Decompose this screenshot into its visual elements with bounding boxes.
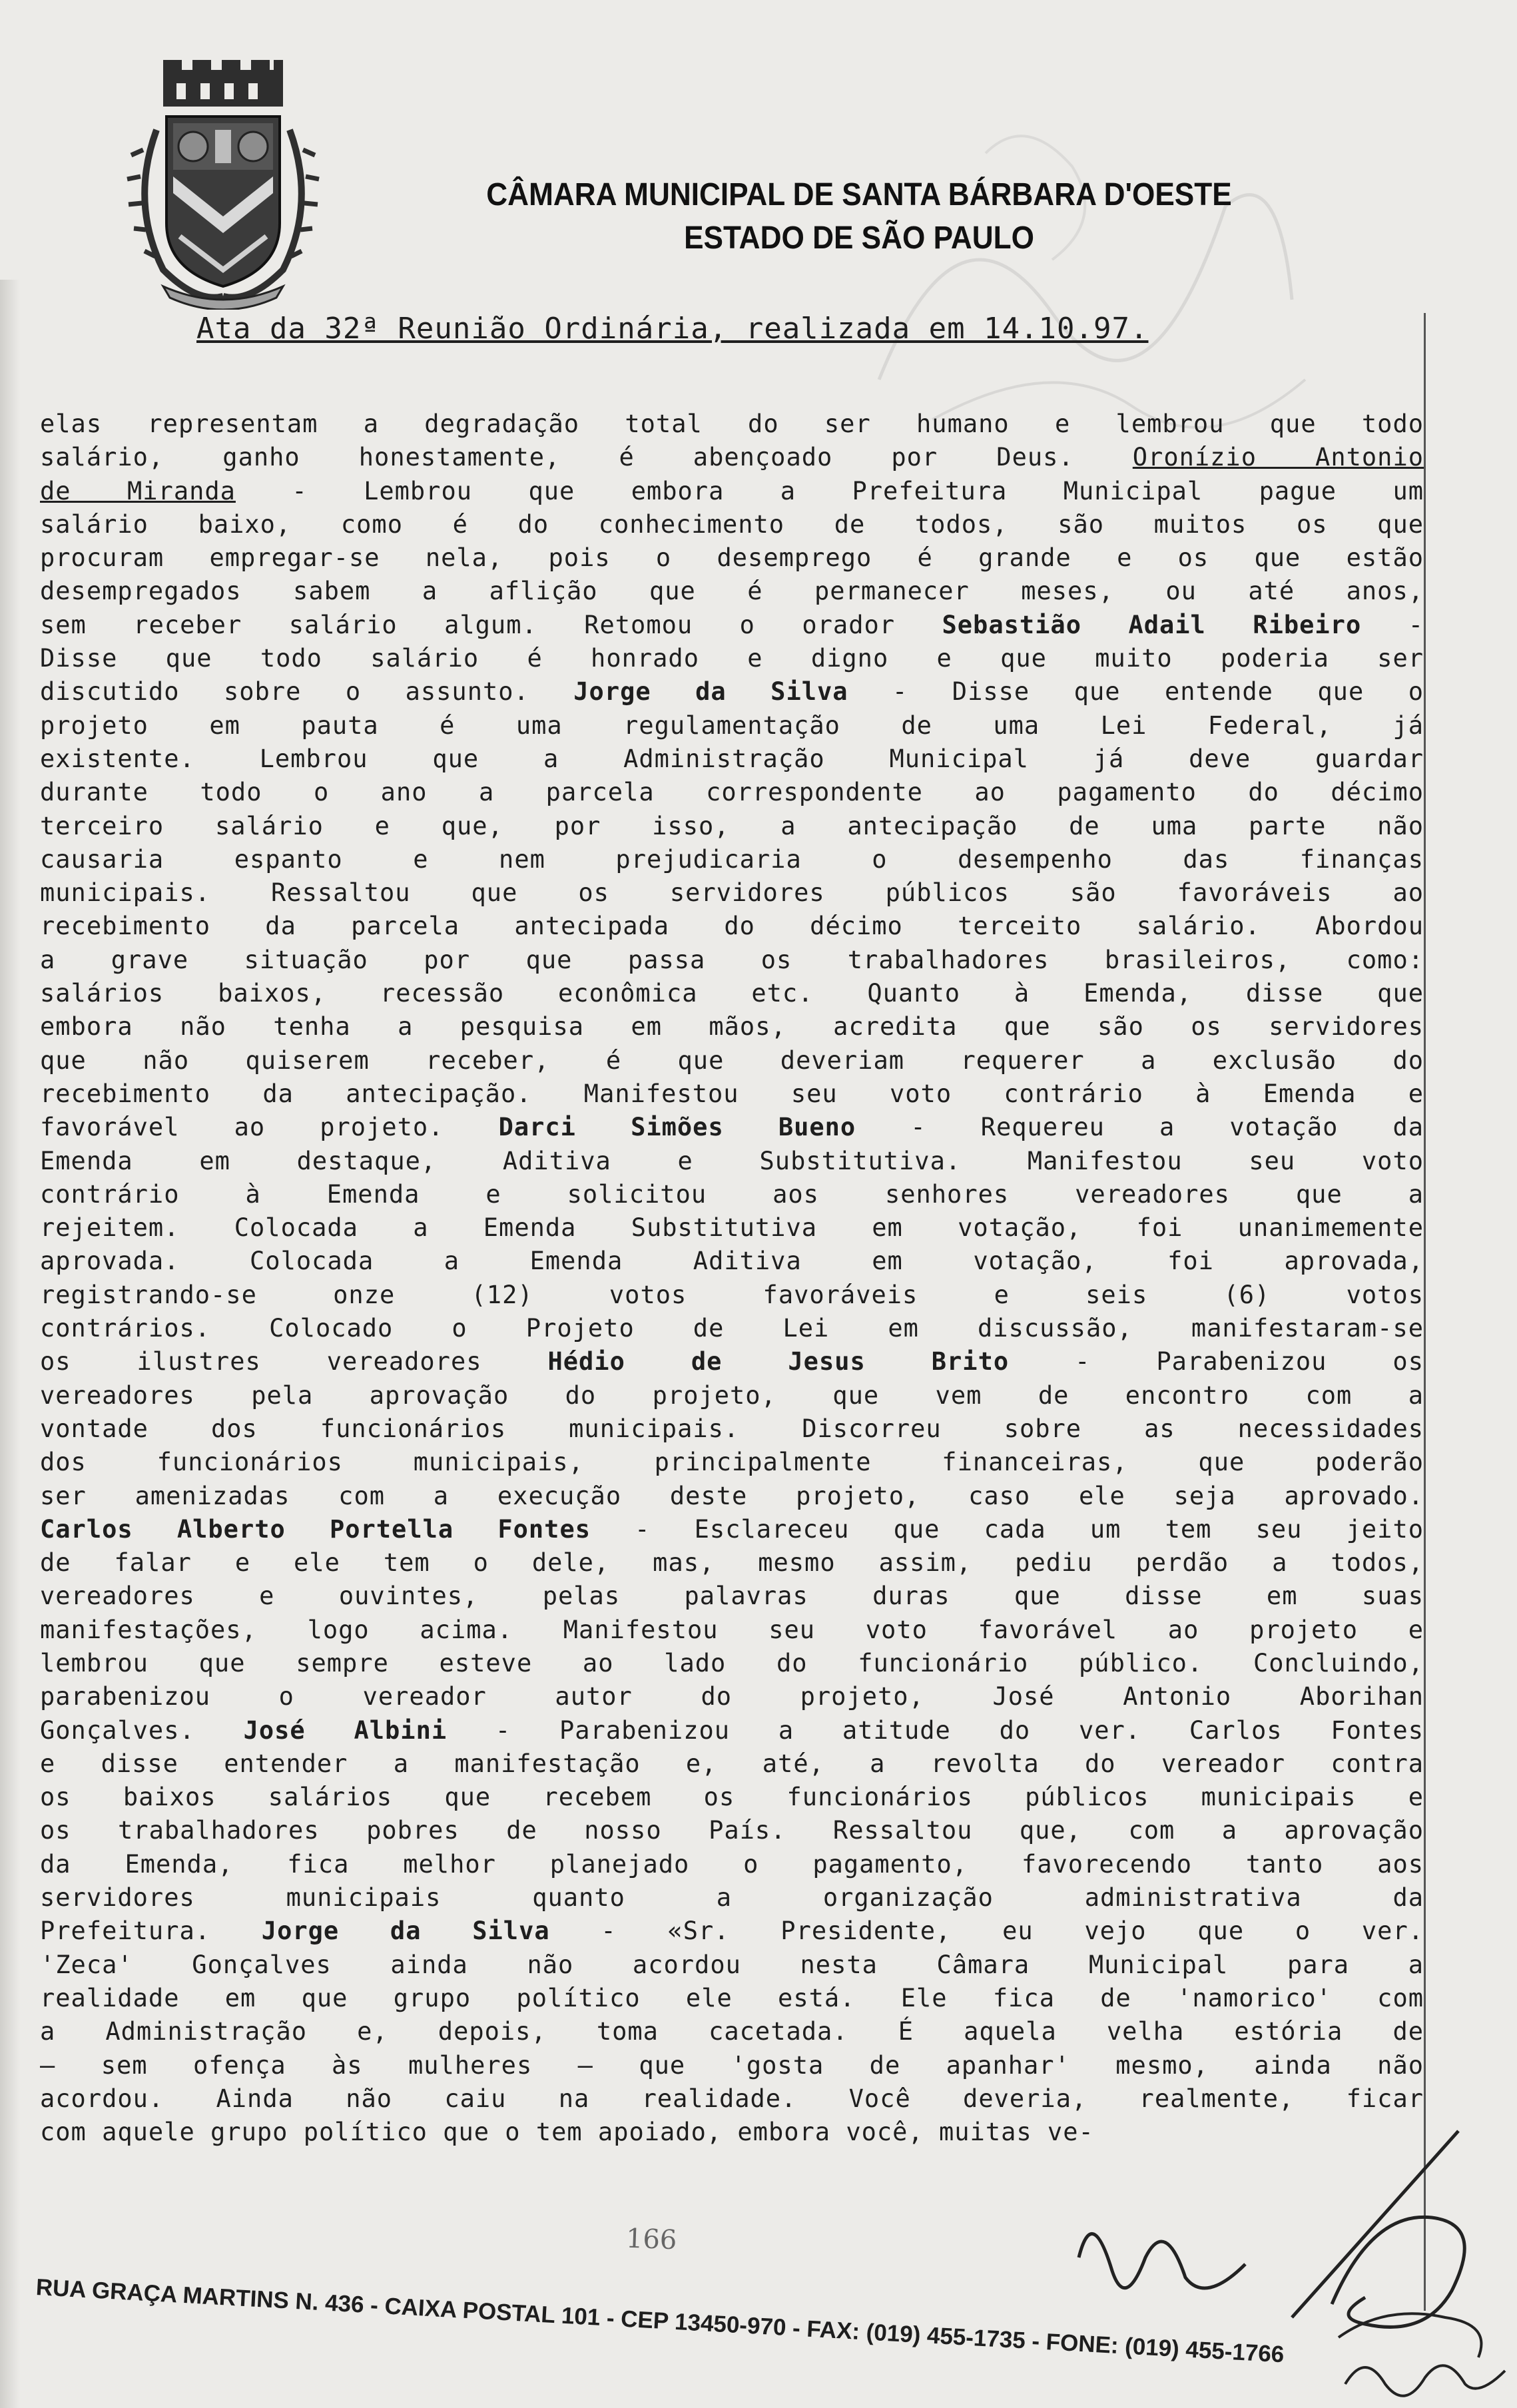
body-line: ser amenizadas com a execução deste projeto, caso ele seja aprovado. xyxy=(40,1481,1424,1510)
body-line: acordou. Ainda não caiu na realidade. Você deveria, realmente, ficar xyxy=(40,2084,1424,2113)
address-footer: RUA GRAÇA MARTINS N. 436 - CAIXA POSTAL 101 - CEP 13450-970 - FAX: (019) 455-1735 - FONE: (019) 455-1766 xyxy=(35,2274,1285,2368)
body-line: parabenizou o vereador autor do projeto, José Antonio Aborihan xyxy=(40,1682,1424,1711)
body-line: salários baixos, recessão econômica etc. Quanto à Emenda, disse que xyxy=(40,979,1424,1008)
body-line: contrário à Emenda e solicitou aos senhores vereadores que a xyxy=(40,1179,1424,1209)
body-line: manifestações, logo acima. Manifestou seu voto favorável ao projeto e xyxy=(40,1615,1424,1644)
body-line: sem receber salário algum. Retomou o orador Sebastião Adail Ribeiro - xyxy=(40,610,1424,639)
body-line: registrando-se onze (12) votos favoráveis e seis (6) votos xyxy=(40,1280,1424,1309)
body-line: elas representam a degradação total do ser humano e lembrou que todo xyxy=(40,410,1424,438)
body-line: a grave situação por que passa os trabalhadores brasileiros, como: xyxy=(40,945,1424,974)
body-line: de falar e ele tem o dele, mas, mesmo assim, pediu perdão a todos, xyxy=(40,1548,1424,1578)
body-line: discutido sobre o assunto. Jorge da Silva - Disse que entende que o xyxy=(40,677,1424,707)
state-name: ESTADO DE SÃO PAULO xyxy=(684,220,1034,256)
body-line: que não quiserem receber, é que deveriam requerer a exclusão do xyxy=(40,1046,1424,1075)
minutes-body xyxy=(40,408,1424,2149)
body-line: lembrou que sempre esteve ao lado do funcionário público. Concluindo, xyxy=(40,1648,1424,1677)
body-line: vereadores e ouvintes, pelas palavras duras que disse em suas xyxy=(40,1582,1424,1611)
coat-of-arms-icon xyxy=(117,57,330,310)
body-line: os baixos salários que recebem os funcionários públicos municipais e xyxy=(40,1783,1424,1812)
body-line: desempregados sabem a aflição que é permanecer meses, ou até anos, xyxy=(40,577,1424,606)
body-line: dos funcionários municipais, principalmente financeiras, que poderão xyxy=(40,1448,1424,1477)
body-line: Emenda em destaque, Aditiva e Substitutiva. Manifestou seu voto xyxy=(40,1146,1424,1175)
minutes-title: Ata da 32ª Reunião Ordinária, realizada em 14.10.97. xyxy=(196,312,1149,346)
body-line: recebimento da antecipação. Manifestou seu voto contrário à Emenda e xyxy=(40,1079,1424,1108)
body-line: Carlos Alberto Portella Fontes - Esclareceu que cada um tem seu jeito xyxy=(40,1514,1424,1544)
body-line: — sem ofença às mulheres — que 'gosta de apanhar' mesmo, ainda não xyxy=(40,2050,1424,2080)
body-line: rejeitem. Colocada a Emenda Substitutiva em votação, foi unanimemente xyxy=(40,1213,1424,1243)
body-line: embora não tenha a pesquisa em mãos, acredita que são os servidores xyxy=(40,1012,1424,1042)
body-line: os ilustres vereadores Hédio de Jesus Brito - Parabenizou os xyxy=(40,1347,1424,1376)
right-margin-rule xyxy=(1424,313,1426,2311)
body-line: vontade dos funcionários municipais. Discorreu sobre as necessidades xyxy=(40,1414,1424,1443)
body-line: e disse entender a manifestação e, até, a revolta do vereador contra xyxy=(40,1749,1424,1778)
body-line: salário baixo, como é do conhecimento de todos, são muitos os que xyxy=(40,509,1424,539)
body-line: da Emenda, fica melhor planejado o pagamento, favorecendo tanto aos xyxy=(40,1849,1424,1879)
body-line: projeto em pauta é uma regulamentação de uma Lei Federal, já xyxy=(40,711,1424,740)
body-line: contrários. Colocado o Projeto de Lei em discussão, manifestaram-se xyxy=(40,1314,1424,1343)
body-line: salário, ganho honestamente, é abençoado por Deus. Oronízio Antonio xyxy=(40,443,1424,472)
institution-name: CÂMARA MUNICIPAL DE SANTA BÁRBARA D'OESTE xyxy=(486,177,1232,212)
handwritten-page-number: 166 xyxy=(625,2223,678,2256)
reverse-side-bleed xyxy=(852,100,1319,446)
body-line: durante todo o ano a parcela correspondente ao pagamento do décimo xyxy=(40,778,1424,807)
body-line: causaria espanto e nem prejudicaria o desempenho das finanças xyxy=(40,844,1424,874)
body-line: de Miranda - Lembrou que embora a Prefeitura Municipal pague um xyxy=(40,476,1424,505)
body-line: procuram empregar-se nela, pois o desemprego é grande e os que estão xyxy=(40,543,1424,573)
body-line: Gonçalves. José Albini - Parabenizou a atitude do ver. Carlos Fontes xyxy=(40,1715,1424,1745)
body-line: municipais. Ressaltou que os servidores públicos são favoráveis ao xyxy=(40,878,1424,908)
body-line: Disse que todo salário é honrado e digno e que muito poderia ser xyxy=(40,644,1424,673)
body-line: recebimento da parcela antecipada do décimo terceito salário. Abordou xyxy=(40,912,1424,941)
body-line: aprovada. Colocada a Emenda Aditiva em votação, foi aprovada, xyxy=(40,1247,1424,1276)
body-line: realidade em que grupo político ele está. Ele fica de 'namorico' com xyxy=(40,1983,1424,2012)
body-line: 'Zeca' Gonçalves ainda não acordou nesta Câmara Municipal para a xyxy=(40,1950,1424,1979)
body-line: os trabalhadores pobres de nosso País. Ressaltou que, com a aprovação xyxy=(40,1816,1424,1845)
body-line: terceiro salário e que, por isso, a antecipação de uma parte não xyxy=(40,811,1424,840)
body-line: a Administração e, depois, toma cacetada. É aquela velha estória de xyxy=(40,2017,1424,2046)
body-line: existente. Lembrou que a Administração Municipal já deve guardar xyxy=(40,744,1424,773)
scan-edge-shadow xyxy=(0,280,20,2408)
body-line: com aquele grupo político que o tem apoiado, embora você, muitas ve- xyxy=(40,2118,1094,2147)
body-line: vereadores pela aprovação do projeto, que vem de encontro com a xyxy=(40,1380,1424,1410)
body-line: favorável ao projeto. Darci Simões Bueno - Requereu a votação da xyxy=(40,1113,1424,1142)
body-line: Prefeitura. Jorge da Silva - «Sr. Presidente, eu vejo que o ver. xyxy=(40,1917,1424,1946)
body-line: servidores municipais quanto a organização administrativa da xyxy=(40,1883,1424,1913)
